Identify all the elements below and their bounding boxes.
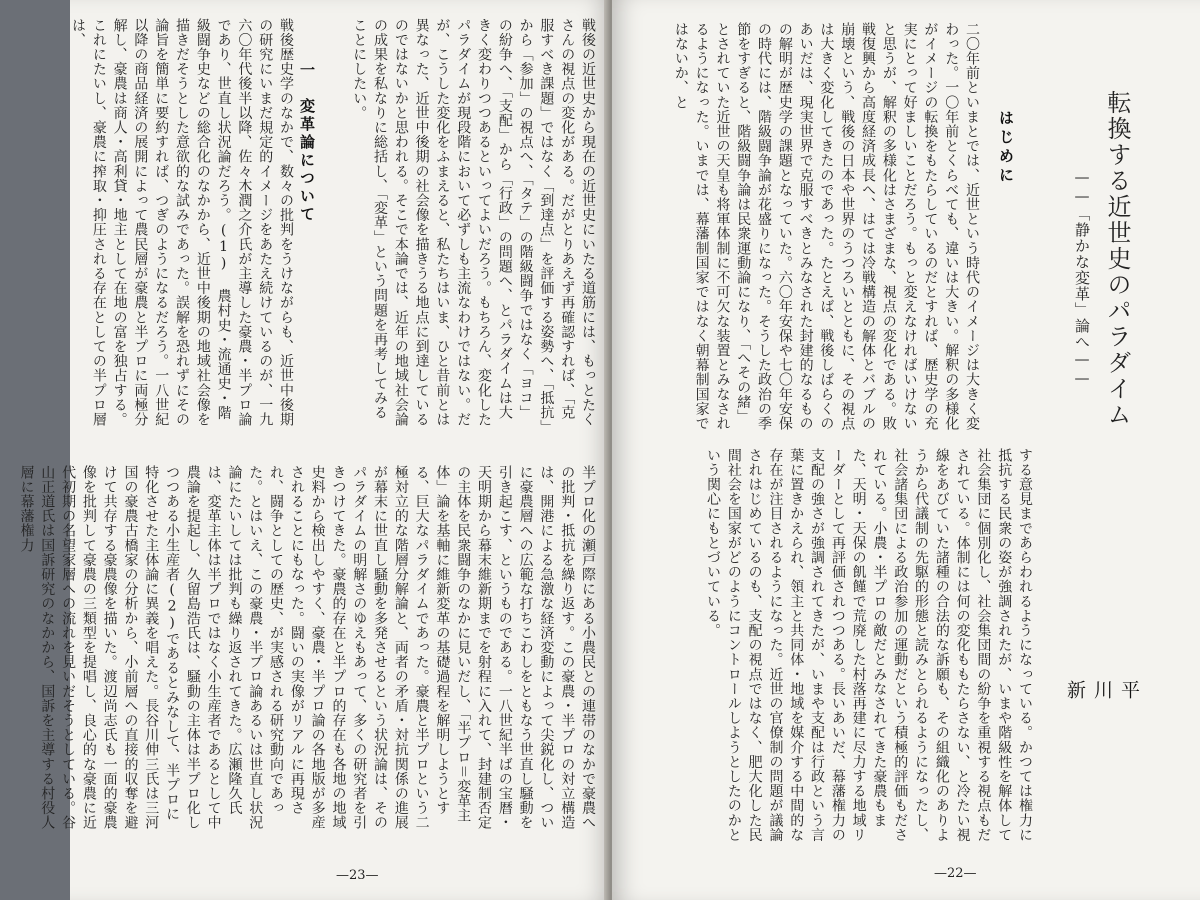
intro-heading: はじめに: [997, 110, 1015, 186]
right-top-text: 二〇年前といまとでは、近世という時代のイメージは大きく変わった。一〇年前とくらべても、違いは大きい。解釈の多様化がイメージの転換をもたらしているのだとすれば、歴史学の充実にとって好ましいことだろう。もっと変えなければいけないと思うが、解釈の多様化はさまざまな、視点の変化である。敗戦復興から高度経済成長へ、はては冷戦構造の解体とバブルの崩壊という、戦後の日本や世界のうつろいとともに、その視点は大きく変化してきたのであった。たとえば、戦後しばらくのあいだは、現実世界で克服すべきとみなされた封建的なるものの解明が歴史学の課題となっていた。六〇年安保や七〇年安保の時代には、階級闘争論が花盛りになった。そうした政治の季節をすぎると、階級闘争論は民衆運動論になり、「へその緒」とされていた近世の天皇も将軍体制に不可欠な装置とみなされるようになった。いまでは、幕藩制国家ではなく朝幕制国家ではないか、と: [672, 22, 980, 431]
left-page: [18, 0, 610, 900]
article-title: 転換する近世史のパラダイム: [1103, 90, 1131, 428]
left-top-text: 戦後の近世史から現在の近世史にいたる道筋には、もっとたくさんの視点の変化がある。だがとりあえず再確認すれば、「克服すべき課題」ではなく「到達点」を評価する姿勢へ、「抵抗」から「参加」の視点へ、「タテ」の階級闘争ではなく「ヨコ」の紛争へ、「支配」から「行政」の問題へ、とパラダイムは大きく変わりつつあるといってよいだろう。もちろん、変化したパラダイムが現段階において必ずしも主流なわけではない。だが、こうした変化をふまえると、私たちはいま、ひと昔前とは異なった、近世中後期の社会像を描きうる地点に到達しているのではないかと思われる。そこで本論では、近年の地域社会論の成果を私なりに総括し、「変革」という問題を再考してみることにしたい。: [351, 18, 596, 428]
right-page-number: —22—: [934, 866, 977, 881]
left-page-number: —23—: [336, 868, 379, 883]
article-subtitle: ——「静かな変革」論へ——: [1073, 168, 1091, 388]
left-bottom-text: 半プロ化の瀬戸際にある小農民との連帯のなかで豪農への批判・抵抗を繰り返す。この豪農・半プロの対立構造は、開港による急激な経済変動によって尖鋭化し、ついに豪農層への広範な打ちこわしをともなう世直し騒動を引き起こす、というものである。一八世紀半ばの宝暦・天明期から幕末維新期までを射程に入れて、封建制否定の主体を民衆闘争のなかに見いだし、「半プロ＝変革主体」論を基軸に維新変革の基礎過程を解明しようとする、巨大なパラダイムであった。豪農と半プロという二極対立的な階層分解論と、両者の矛盾・対抗関係の進展が幕末に世直し騒動を多発させるという状況論は、そのパラダイムの明解さのゆえもあって、多くの研究者を引きつけてきた。豪農的存在と半プロ的存在も各地の地域史料から検出しやすく、豪農・半プロ論の各地版が多産されることにもなった。闘いの実像がリアルに再現され、闘争としての歴史、が実感される研究動向であった。とはいえ、この豪農・半プロ論あるいは世直し状況論にたいしては批判も繰り返されてきた。広瀬隆久氏は、変革主体は半プロではなく小生産者であるとして中農論を提起し、久留島浩氏は、騒動の主体は半プロ化しつつある小生産者(2)であるとみなして、半プロに特化させた主体論に異義を唱えた。長谷川伸三氏は三河国の豪農古橋家の分析から、小前層への直接的収奪を避けて共存する豪農像を描いた。渡辺尚志氏も一面的豪農像を批判して豪農の三類型を提唱し、良心的な豪農に近代初期の名望家層への流れを見いだそうとしている。谷山正道氏は国訴研究のなかから、国訴を主導する村役人層に幕藩権力: [18, 465, 596, 830]
right-page: [612, 0, 1200, 900]
right-bottom-text: する意見まであらわれるようになっている。かつては権力に抵抗する民衆の姿が強調されたが、いまや階級性を解体して社会集団に個別化し、社会集団間の紛争を重視する視点もだされている。体制には何の変化ももたらさない、と冷たい視線をあびていた諸種の合法的な訴願も、その組織化のありようから代議制の先駆的形態と読みとられるようになったし、社会諸集団による政治参加の運動だという積極的評価もだされている。小農・半プロの敵だとみなされてきた豪農もまた、天明・天保の飢饉で荒廃した村落再建に尽力する地域リーダーとして再評価されつつある。長いあいだ、幕藩権力の支配の強さが強調されてきたが、いまや支配は行政という言葉に置きかえられ、領主と共同体・地域を媒介する中間的な存在が注目されるようになった。近世の官僚制の問題が議論されはじめているのも、支配の視点ではなく、肥大化した民間社会を国家がどのようにコントロールしようとしたのかという関心にもとづいている。: [705, 448, 1033, 843]
left-section-heading: 一 変革論について: [298, 62, 316, 224]
author-name: 平 川 新: [1064, 680, 1140, 838]
left-section-text: 戦後歴史学のなかで、数々の批判をうけながらも、近世中後期の研究にいまだ規定的イメージをあたえ続けているのが、一九六〇年代後半以降、佐々木潤之介氏が主導した豪農・半プロ論であり、世直し状況論だろう。(1) 農村史・流通史・階級闘争史などの総合化のなかから、近世中後期の地域社会像を描きだそうとした意欲的な試みであった。誤解を恐れずにその論旨を簡単に要約すれば、つぎのようになるだろう。一八世紀以降の商品経済の展開によって農民層が豪農と半プロに両極分解し、豪農は商人・高利貸・地主として在地の富を独占する。これにたいし、豪農に搾取・抑圧される存在としての半プロ層は、: [70, 18, 294, 427]
